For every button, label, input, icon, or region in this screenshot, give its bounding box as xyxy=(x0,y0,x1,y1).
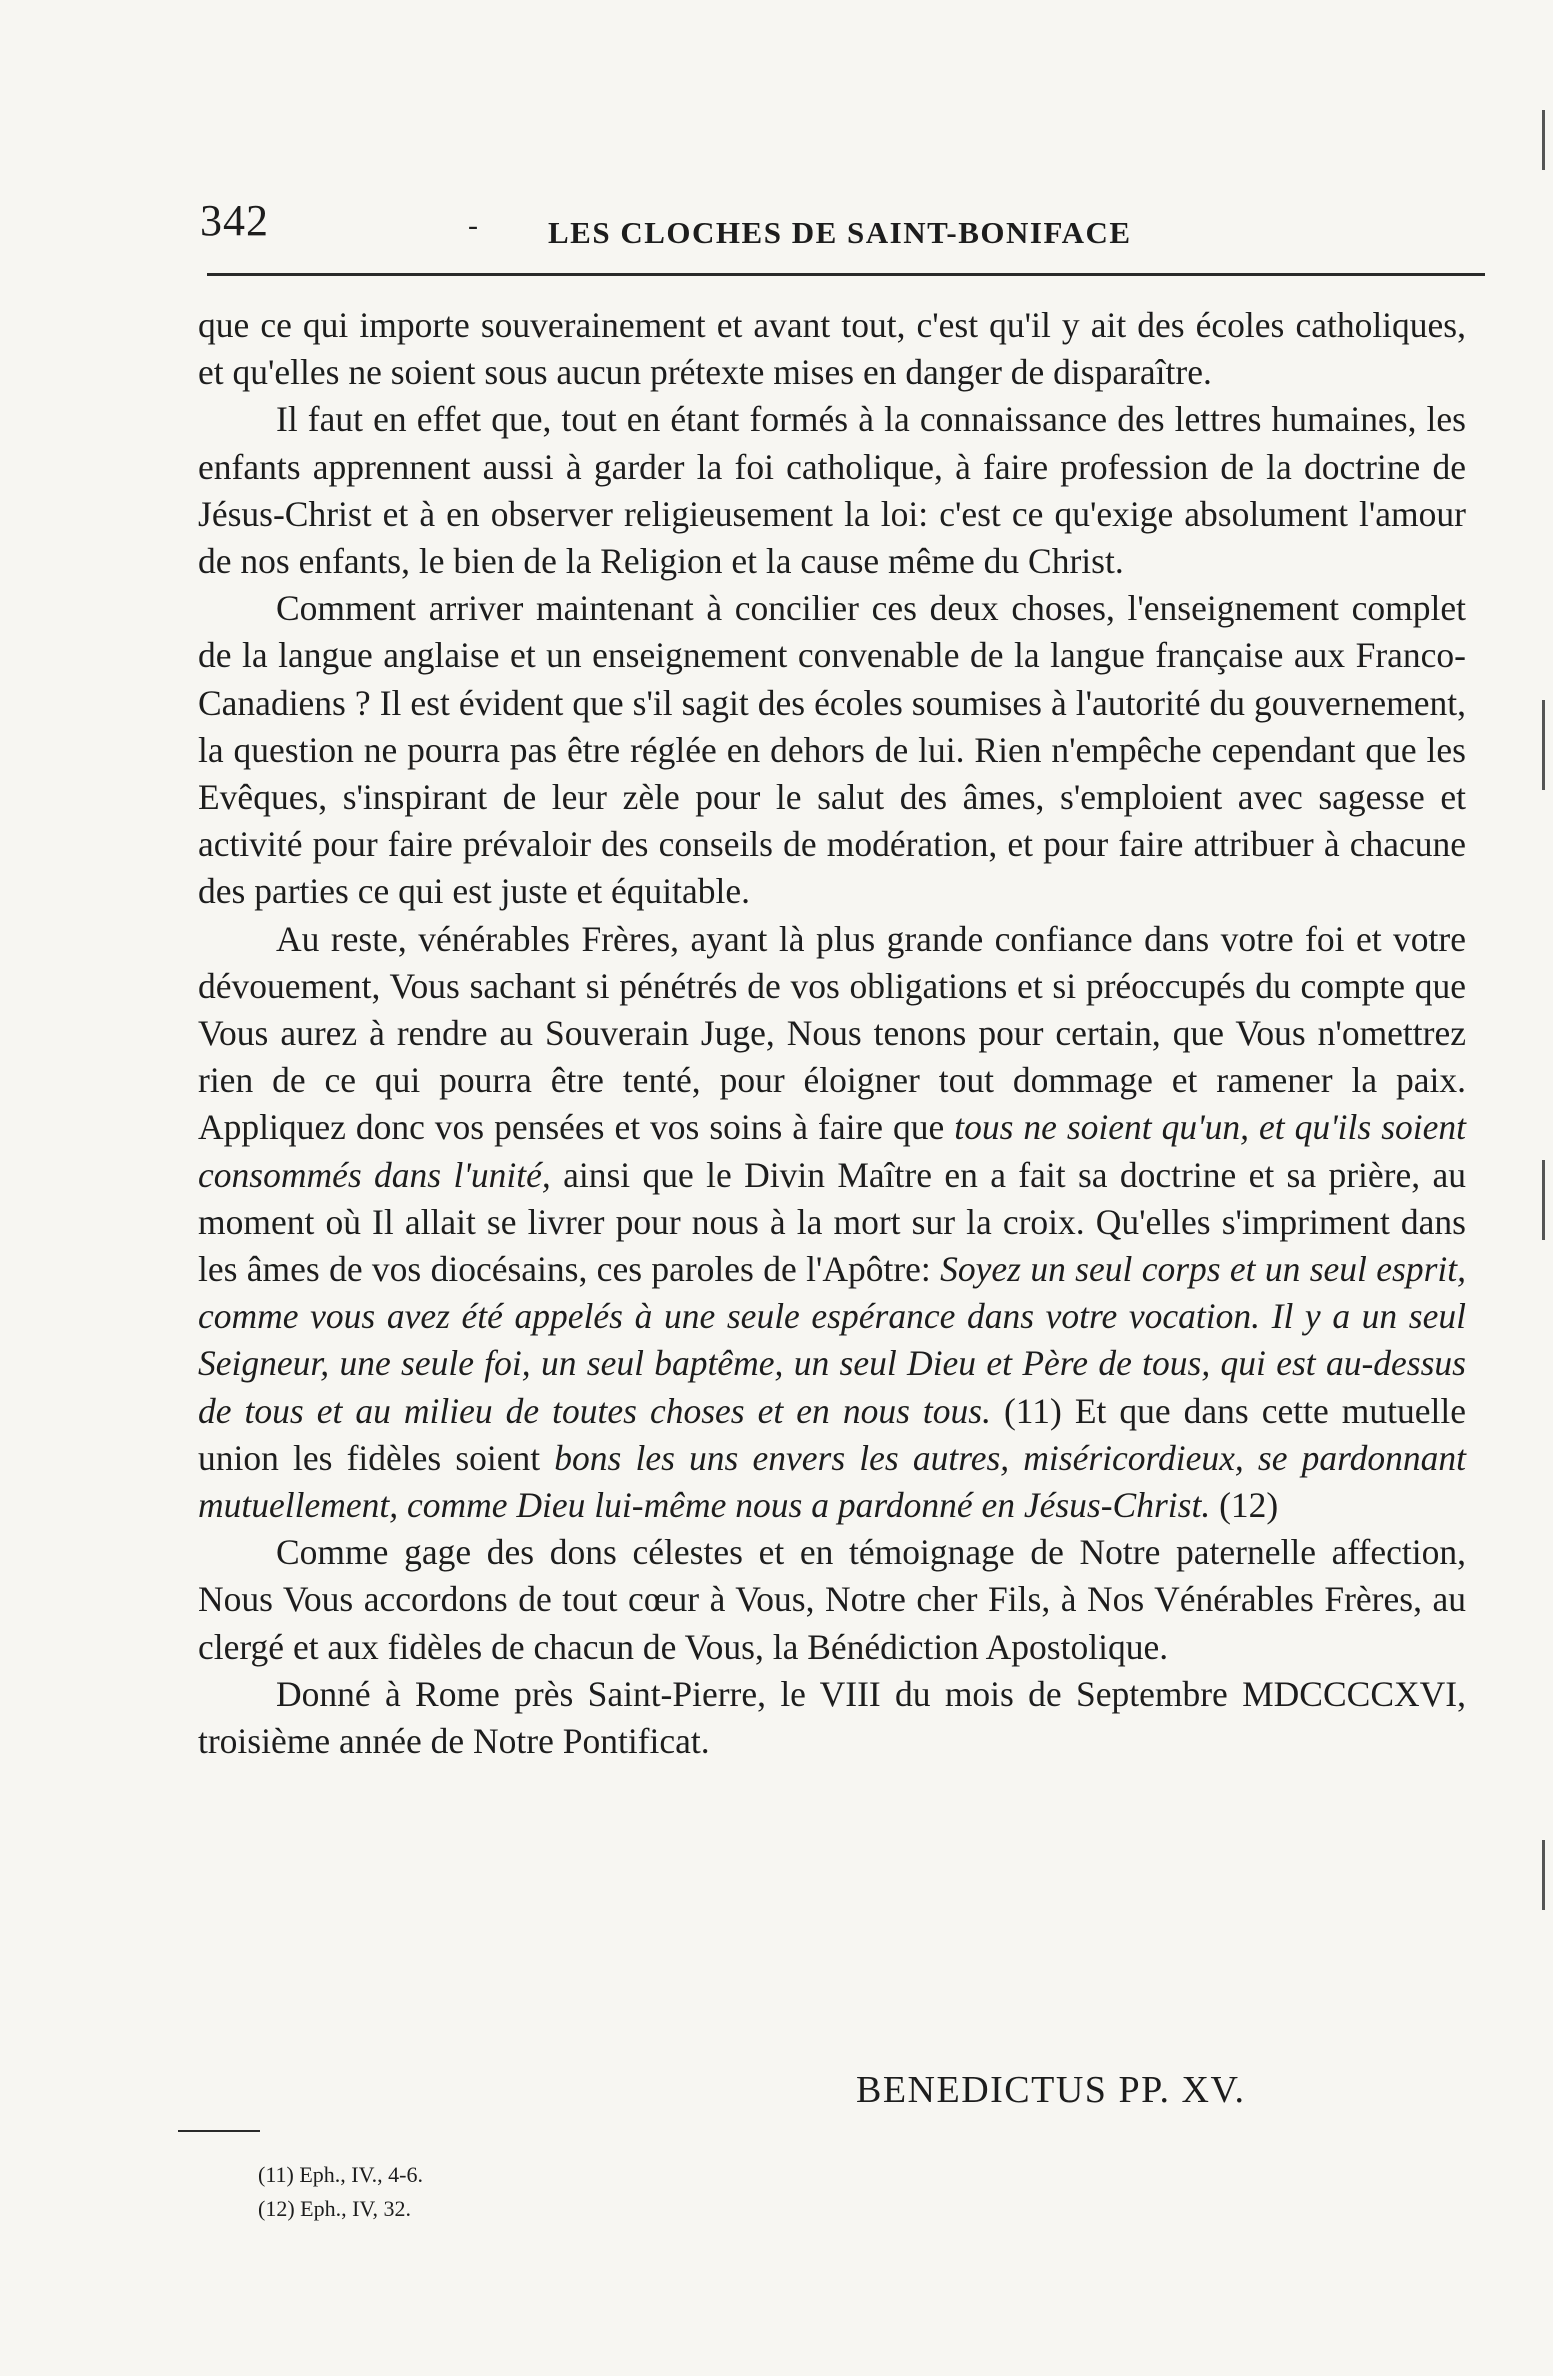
paragraph-5: Comme gage des dons célestes et en témoignage de Notre paternelle affection, Nous Vous accordons de tout cœur à Vous, Notre cher Fils, à Nos Vénérables Frères, au clergé et aux fidèles de chacun de Vous, la Bénédiction Apostolique. xyxy=(198,1532,1466,1667)
header-dash: - xyxy=(468,209,478,242)
body-text xyxy=(198,302,1466,1765)
apostle-quotation: Soyez un seul corps et un seul esprit, comme vous avez été appelés à une seule espérance dans votre vocation. Il y a un seul Seigneur, une seule foi, un seul baptême, un seul Dieu et Père de tous, qui est au-dessus de tous et au milieu de toutes choses et en nous tous. xyxy=(198,1249,1467,1431)
footnote-11: (11) Eph., IV., 4-6. xyxy=(258,2162,423,2187)
scan-edge-mark xyxy=(1542,1160,1545,1240)
footnotes xyxy=(258,2158,423,2226)
paragraph-4-text-c: ainsi que le Divin Maître en a fait sa doctrine et sa prière, au moment où Il allait se livrer pour nous à la mort sur la croix. Qu'elles s'impriment dans les âmes de vos diocésains, ces paroles de l'Apôtre: xyxy=(198,1154,1466,1290)
paragraph-1: que ce qui importe souverainement et avant tout, c'est qu'il y ait des écoles catholiques, et qu'elles ne soient sous aucun prétexte mises en danger de disparaître. xyxy=(198,305,1466,393)
running-head xyxy=(200,195,1490,255)
page-number: 342 xyxy=(200,196,269,245)
scan-edge-mark xyxy=(1542,700,1545,790)
paragraph-4-text-a: Au reste, vénérables Frères, ayant là plus grande confiance dans votre foi et votre dévouement, Vous sachant si pénétrés de vos obligations et si préoccupés du compte que Vous aurez à rendre au Souverain Juge, Nous tenons pour certain, que Vous n'omettrez rien de ce qui pourra être tenté, pour éloigner tout dommage et ramener la paix. Appliquez donc vos pensées et vos soins à faire que xyxy=(198,918,1466,1148)
signature: BENEDICTUS PP. XV. xyxy=(856,2069,1246,2111)
footnote-ref-12: (12) xyxy=(1219,1485,1279,1526)
paragraph-3: Comment arriver maintenant à concilier ces deux choses, l'enseignement complet de la langue anglaise et un enseignement convenable de la langue française aux Franco-Canadiens ? Il est évident que s'il sagit des écoles soumises à l'autorité du gouvernement, la question ne pourra pas être réglée en dehors de lui. Rien n'empêche cependant que les Evêques, s'inspirant de leur zèle pour le salut des âmes, s'emploient avec sagesse et activité pour faire prévaloir des conseils de modération, et pour faire attribuer à chacune des parties ce qui est juste et équitable. xyxy=(198,588,1466,912)
scan-edge-mark xyxy=(1542,110,1545,170)
running-title: LES CLOCHES DE SAINT-BONIFACE xyxy=(548,215,1132,250)
mercy-quotation: bons les uns envers les autres, miséricordieux, se pardonnant mutuellement, comme Dieu lui-même nous a pardonné en Jésus-Christ. xyxy=(198,1437,1466,1526)
header-rule xyxy=(207,273,1485,276)
paragraph-4-text-e: (11) Et que dans cette mutuelle union les fidèles soient xyxy=(198,1390,1466,1478)
paragraph-4 xyxy=(198,916,1466,1530)
footnote-12: (12) Eph., IV, 32. xyxy=(258,2196,411,2221)
scan-edge-mark xyxy=(1542,1840,1545,1910)
paragraph-6: Donné à Rome près Saint-Pierre, le VIII du mois de Septembre MDCCCCXVI, troisième année de Notre Pontificat. xyxy=(198,1673,1466,1762)
unity-quotation: tous ne soient qu'un, et qu'ils soient consommés dans l'unité, xyxy=(198,1107,1466,1195)
paragraph-2: Il faut en effet que, tout en étant formés à la connaissance des lettres humaines, les enfants apprennent aussi à garder la foi catholique, à faire profession de la doctrine de Jésus-Christ et à en observer religieusement la loi: c'est ce qu'exige absolument l'amour de nos enfants, le bien de la Religion et la cause même du Christ. xyxy=(198,399,1466,582)
footnote-rule xyxy=(178,2130,260,2132)
